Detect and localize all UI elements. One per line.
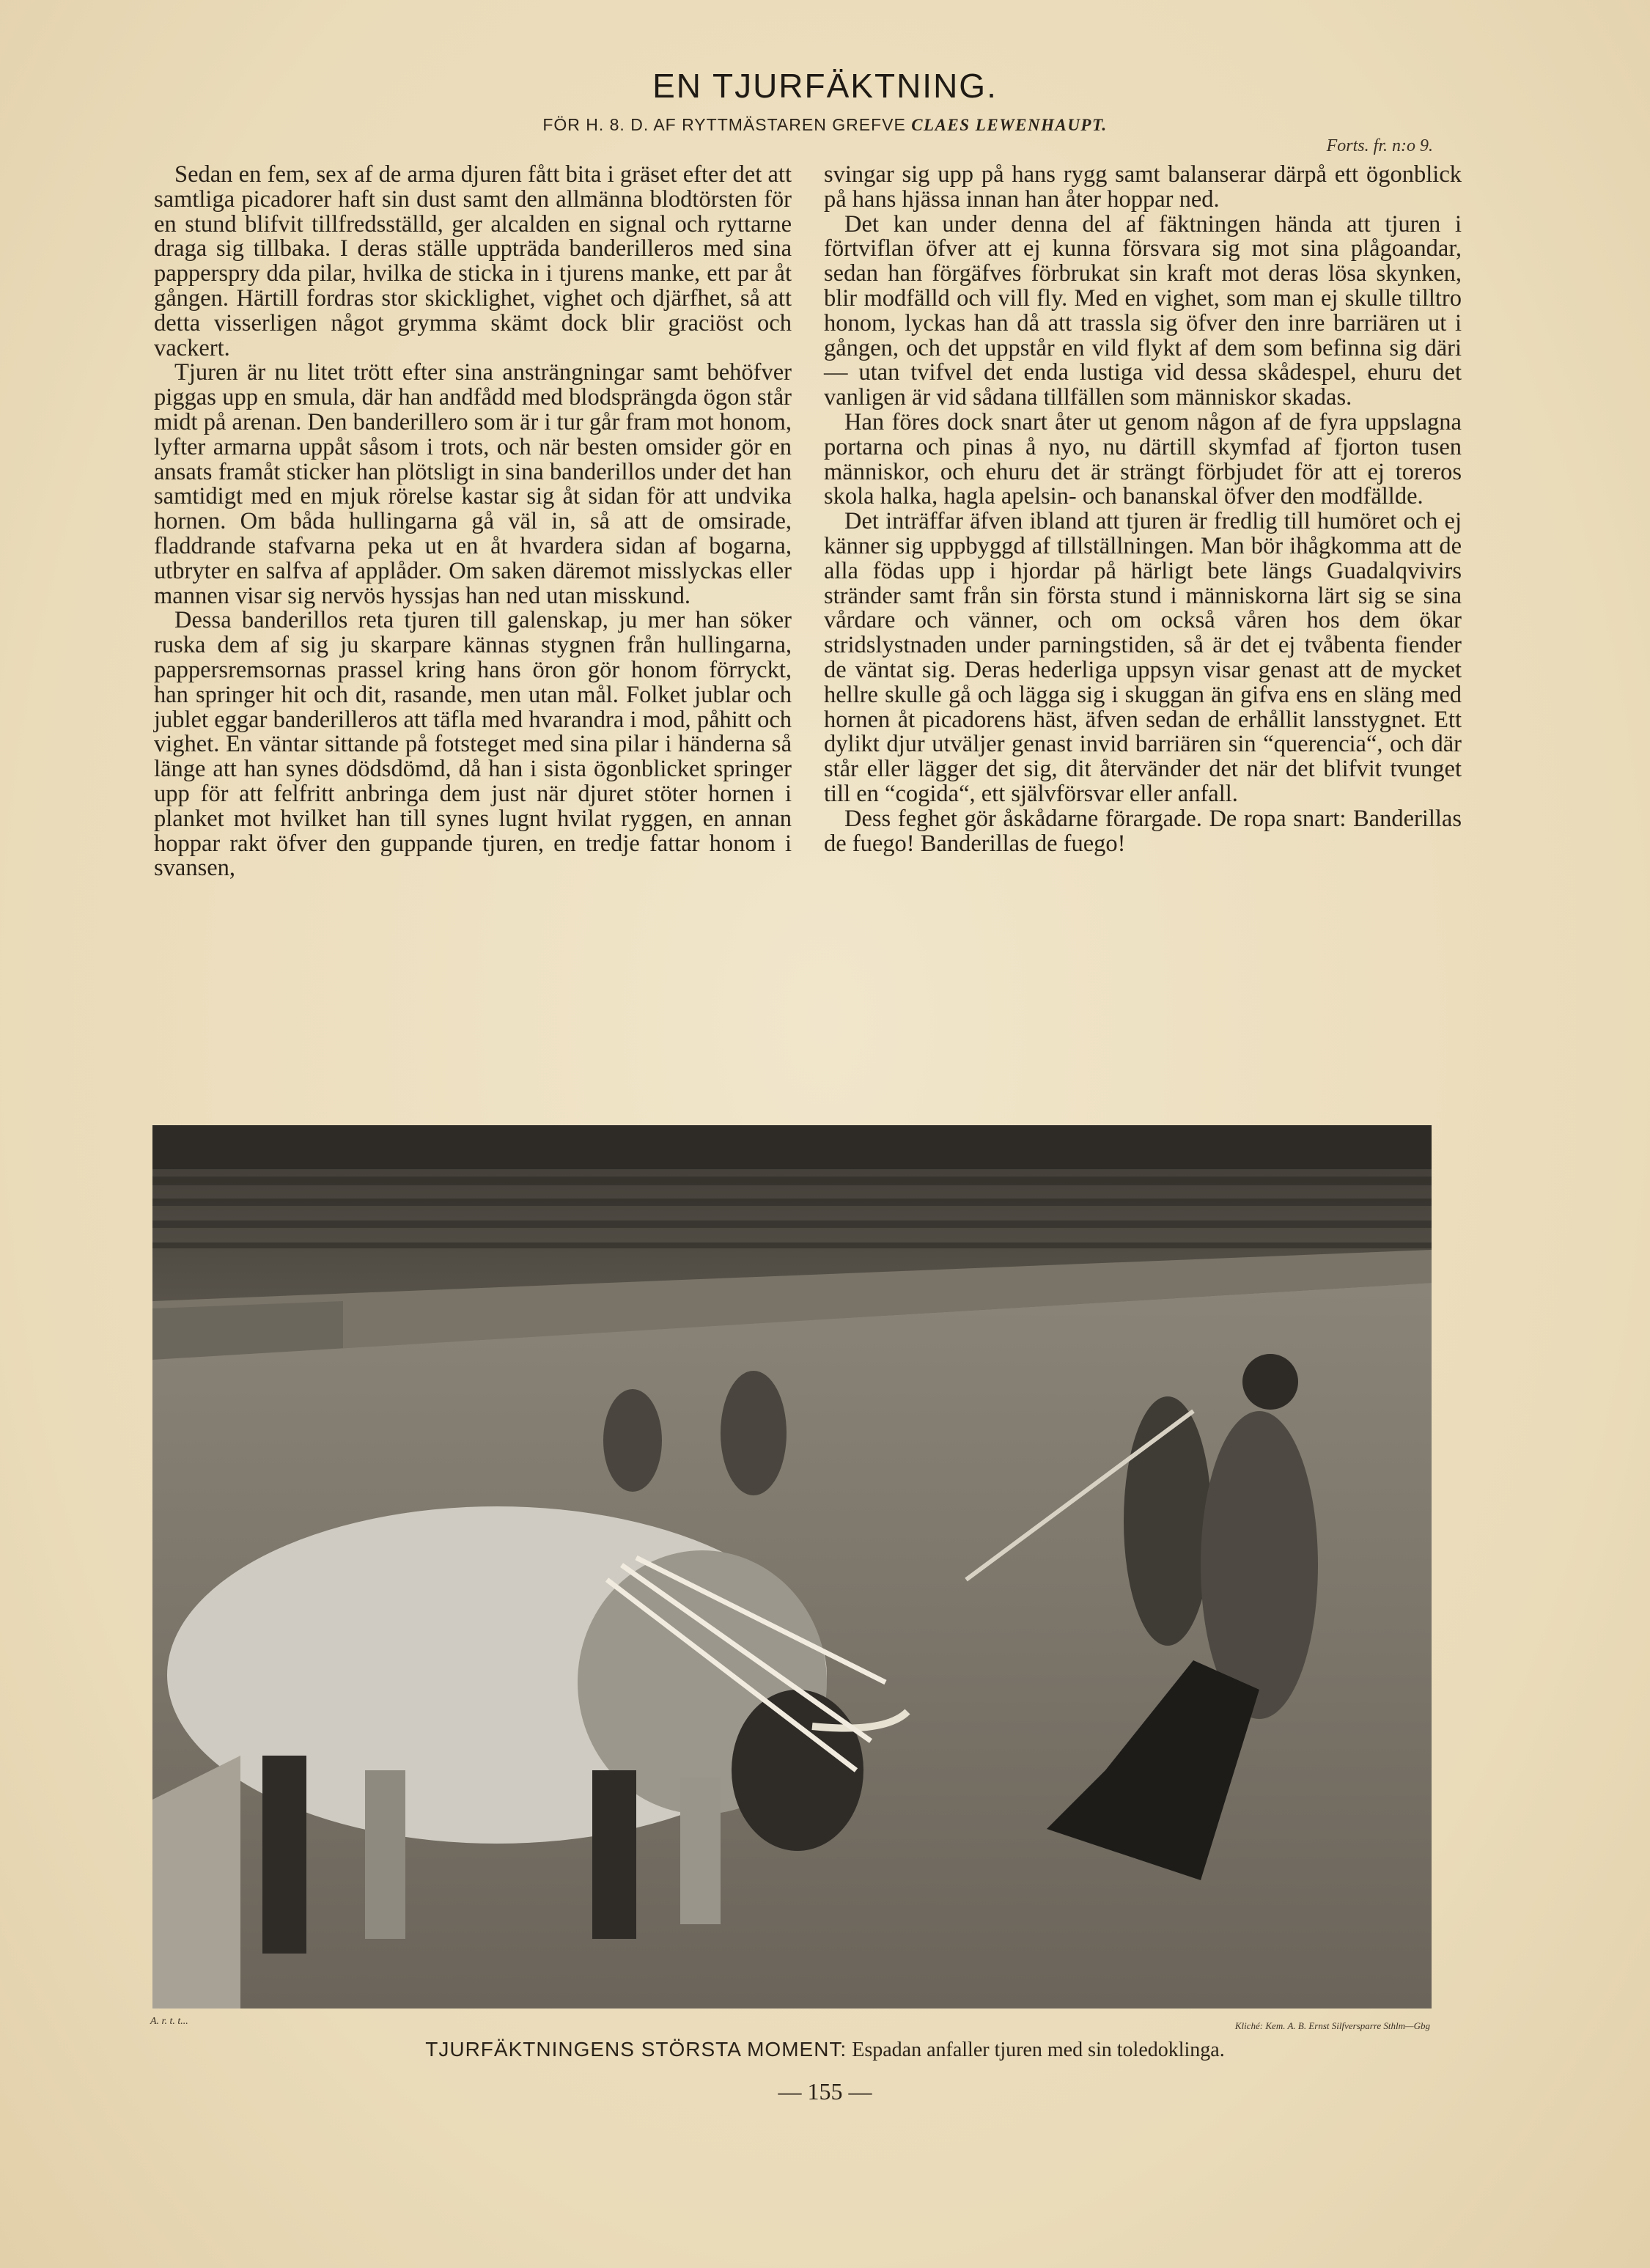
byline-prefix: FÖR H. 8. D. AF RYTTMÄSTAREN GREFVE — [542, 115, 906, 134]
page-number: — 155 — — [778, 2078, 872, 2105]
photographer-signature: A. r. t. t... — [150, 2016, 188, 2027]
bullfight-photograph — [152, 1125, 1432, 2009]
upper-gallery — [152, 1125, 1432, 1169]
paragraph: Dess feghet gör åskådarne förargade. De ropa snart: Banderillas de fuego! Banderillas de fuego! — [824, 805, 1462, 857]
continuation-note: Forts. fr. n:o 9. — [1326, 136, 1433, 155]
paragraph: Tjuren är nu litet trött efter sina ansträngningar samt behöfver piggas upp en smula, där han andfådd med blodsprängda ögon står midt på arenan. Den banderillero som är i tur går fram mot honom, lyfter armarna uppåt såsom i trots, och när besten omsider gör en ansats framåt sticker han plötsligt in sina banderillos under det han samtidigt med en mjuk rörelse kastar sig åt sidan för att undvika hornen. Om båda hullingarna gå väl in, så att de omsirade, fladdrande stafvarna peka ut en åt hvardera sidan af bogarna, utbryter en salfva af applåder. Om saken däremot misslyckas eller mannen visar sig nervös hyssjas han ned utan misskund. — [154, 359, 792, 609]
paragraph: Det kan under denna del af fäktningen hända att tjuren i förtviflan öfver att ej kunna försvara sig mot sina plågoandar, sedan han förgäfves förbrukat sin kraft mot deras lösa skynken, blir modfälld och vill fly. Med en vighet, som man ej skulle tilltro honom, lyckas han då att trassla sig öfver den inre barriären ut i gången, och det uppstår en vild flykt af dem som befinna sig däri — utan tvifvel det enda lustiga vid dessa skådespel, ehuru det vanligen är vid sådana tillfällen som människor skadas. — [824, 210, 1462, 411]
paragraph: Han föres dock snart åter ut genom någon af de fyra uppslagna portarna och pinas å nyo, nu därtill skymfad af fjorton tusen människor, och ehuru det är strängt förbjudet för att ej toreros skola halka, hagla apelsin- och bananskal öfver den modfällde. — [824, 408, 1462, 510]
paragraph: svingar sig upp på hans rygg samt balanserar därpå ett ögonblick på hans hjässa innan han åter hoppar ned. — [824, 161, 1462, 213]
byline-author: CLAES LEWENHAUPT. — [911, 116, 1108, 134]
article-title: EN TJURFÄKTNING. — [652, 67, 998, 105]
article-byline — [0, 115, 1650, 135]
paragraph: Sedan en fem, sex af de arma djuren fått bita i gräset efter det att samtliga picadorer haft sin dust samt den allmänna blodtörsten för en stund blifvit tillfredsställd, ger alcalden en signal och ryttarne draga sig tillbaka. I deras ställe uppträda banderilleros med sina papperspry dda pilar, hvilka de sticka in i tjurens manke, ett par åt gången. Härtill fordras stor skicklighet, vighet och djärfhet, så att detta visserligen något grymma skämt dock blir graciöst och vackert. — [154, 161, 792, 361]
text-column-right — [824, 163, 1462, 856]
paragraph: Dessa banderillos reta tjuren till galenskap, ju mer han söker ruska dem af sig ju skarpare kännas stygnen från hullingarna, pappersremsornas prassel kring hans öron gör honom förryckt, han springer hit och dit, rasande, men utan mål. Folket jublar och jublet eggar banderilleros att täfla med hvarandra i mod, påhitt och vighet. En väntar sittande på fotsteget med sina pilar i händerna så länge att han synes dödsdömd, då han i sista ögonblicket springer upp för att felfritt anbringa dem just när djuret stöter hornen i planket mot hvilket han till synes lugnt hvilat ryggen, en annan hoppar rakt öfver den guppande tjuren, en tredje fattar honom i svansen, — [154, 607, 792, 882]
paragraph: Det inträffar äfven ibland att tjuren är fredlig till humöret och ej känner sig uppbyggd af tillställningen. Man bör ihågkomma att de alla födas upp i hjordar på härligt bete längs Guadalqvivirs stränder samt från sin första stund i människorna lärt sig se sina vårdare och vänner, och om också våren hos dem ökar stridslystnaden under parningstiden, så är det ej tvåbenta fiender de väntat sig. Deras hederliga uppsyn visar genast att de mycket hellre skulle gå och lägga sig i skuggan än gifva ens en släng med hornen åt picadorens häst, äfven sedan de erhållit lansstygnet. Ett dylikt djur utväljer genast invid barriären sin “querencia“, och där står eller lägger det sig, dit återvänder det när det blifvit tvunget till en “cogida“, ett självförsvar eller anfall. — [824, 508, 1462, 807]
barrier-step — [152, 1756, 240, 2009]
caption-lead: TJURFÄKTNINGENS STÖRSTA MOMENT: — [425, 2038, 847, 2061]
photo-caption — [0, 2038, 1650, 2062]
caption-text: Espadan anfaller tjuren med sin toledoklinga. — [852, 2039, 1225, 2061]
text-column-left — [154, 163, 792, 881]
engraving-credit: Kliché: Kem. A. B. Ernst Silfversparre Sthlm—Gbg — [1234, 2020, 1430, 2031]
